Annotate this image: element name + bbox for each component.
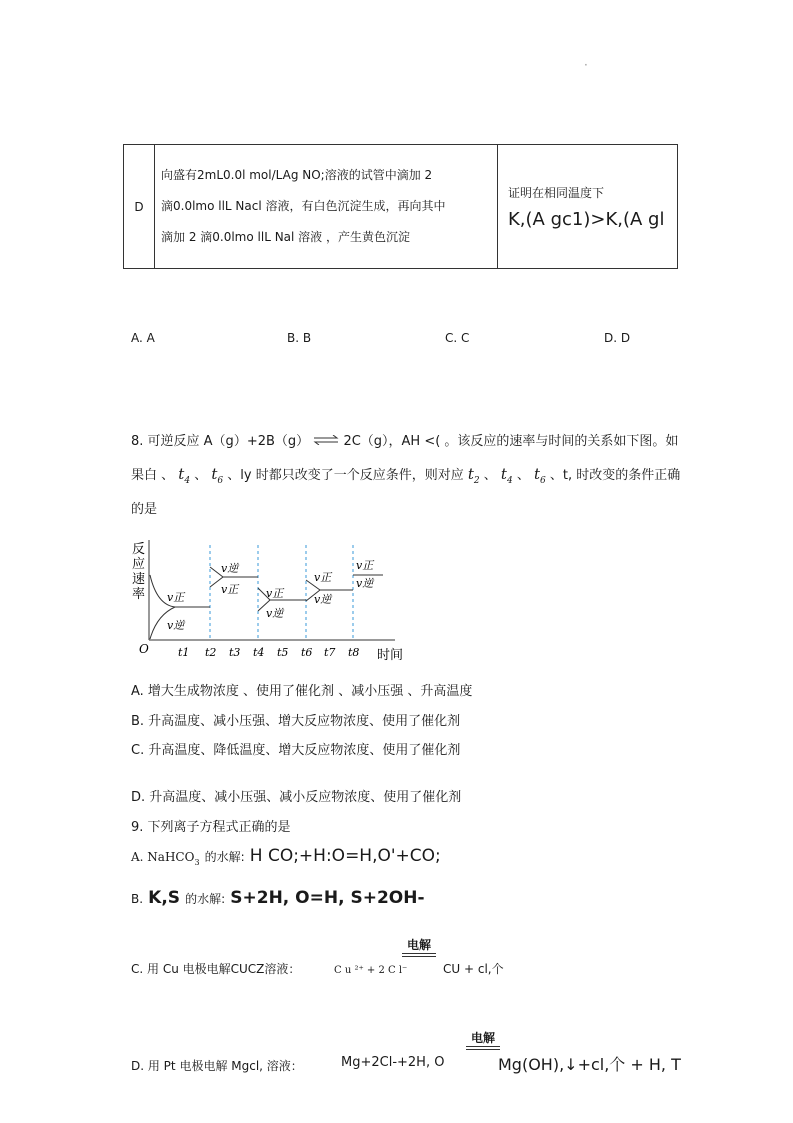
t4-symbol-2: $t_4$: [500, 465, 513, 486]
q9-d-rhs: Mg(OH),↓+cl,个 + H, T: [498, 1055, 681, 1074]
label-v-forward-t8: v正: [356, 559, 374, 572]
procedure-line-2: 滴0.0lmo llL Nacl 溶液，有白色沉淀生成，再向其中: [161, 199, 446, 213]
label-v-forward-t6: v正: [314, 571, 332, 584]
q8-option-c[interactable]: C. 升高温度、降低温度、增大反应物浓度、使用了催化剂: [131, 743, 461, 758]
y-label-3: 速: [132, 572, 146, 587]
q8-option-b[interactable]: B. 升高温度、减小压强、增大反应物浓度、使用了催化剂: [131, 714, 461, 729]
q7-option-c[interactable]: C. C: [445, 331, 470, 345]
q9-d-condition: 电解: [470, 1031, 495, 1045]
q9-title: 9. 下列离子方程式正确的是: [131, 820, 291, 835]
label-v-reverse-t2: v逆: [221, 562, 239, 575]
q9-d-prefix[interactable]: D. 用 Pt 电极电解 Mgcl, 溶液：: [131, 1059, 303, 1073]
q8-option-d[interactable]: D. 升高温度、减小压强、减小反应物浓度、使用了催化剂: [131, 790, 462, 805]
conclusion-line-2: K,(A gc1)>K,(A gl: [508, 208, 665, 230]
experiment-table: [123, 144, 678, 269]
tick-t5: t5: [277, 646, 289, 659]
label-v-reverse-t6: v逆: [314, 593, 332, 606]
q9-d-lhs: Mg+2Cl-+2H, O: [341, 1055, 445, 1070]
label-v-forward-0: v正: [167, 591, 185, 604]
tick-t4: t4: [253, 646, 265, 659]
label-v-forward-t2: v正: [221, 583, 239, 596]
y-label-2: 应: [132, 557, 146, 572]
q8-line-2-a: 果白 、: [131, 468, 175, 483]
label-v-reverse-0: v逆: [167, 619, 185, 632]
separator: 、: [483, 468, 497, 483]
q8-line-3: 的是: [131, 502, 158, 517]
y-label-1: 反: [132, 542, 146, 557]
q8-option-a[interactable]: A. 增大生成物浓度 、使用了催化剂 、减小压强 、升高温度: [131, 684, 473, 699]
q7-option-d[interactable]: D. D: [604, 331, 631, 345]
table-option-label: D: [124, 145, 155, 269]
conclusion-line-1: 证明在相同温度下: [508, 185, 605, 200]
t6-symbol-2: $t_6$: [533, 465, 546, 486]
q8-line-1-b: 2C（g），AH <( 。该反应的速率与时间的关系如下图。如: [343, 434, 679, 449]
tick-t6: t6: [301, 646, 313, 659]
q7-option-a[interactable]: A. A: [131, 331, 155, 345]
t2-symbol: $t_2$: [467, 465, 480, 486]
separator: 、: [194, 468, 208, 483]
electrolysis-condition-c: [402, 936, 436, 957]
q9-a-mid: 的水解:: [204, 850, 245, 864]
procedure-line-3: 滴加 2 滴0.0lmo llL Nal 溶液 ，产生黄色沉淀: [161, 230, 410, 244]
q9-b-equation: S+2H, O=H, S+2OH-: [230, 888, 425, 908]
q9-c-condition: 电解: [406, 938, 431, 952]
q7-option-b[interactable]: B. B: [287, 331, 312, 345]
label-v-forward-t4: v正: [266, 587, 284, 600]
separator: 、: [516, 468, 530, 483]
procedure-line-1: 向盛有2mL0.0l mol/LAg NO;溶液的试管中滴加 2: [161, 168, 433, 182]
tick-t7: t7: [324, 646, 336, 659]
q8-line-2-b: 、ly 时都只改变了一个反应条件，则对应: [227, 468, 464, 483]
double-line: [402, 953, 436, 957]
double-line: [466, 1046, 500, 1050]
tick-t2: t2: [205, 646, 217, 659]
rate-time-chart: [125, 535, 415, 670]
label-v-reverse-t4: v逆: [266, 607, 284, 620]
q9-c-rhs: CU + cl,个: [443, 962, 504, 976]
q8-line-2-c: 、t, 时改变的条件正确: [549, 468, 681, 483]
q9-option-b[interactable]: [131, 888, 425, 908]
q8-line-1: [131, 430, 678, 449]
y-label-4: 率: [132, 587, 146, 602]
tick-t8: t8: [348, 646, 360, 659]
table-conclusion: [498, 145, 678, 269]
origin-label: O: [139, 642, 149, 656]
q9-option-a[interactable]: [131, 846, 441, 867]
q9-c-prefix[interactable]: C. 用 Cu 电极电解CUCZ溶液：: [131, 962, 301, 976]
q9-a-prefix: A. NaHCO: [131, 850, 195, 864]
electrolysis-condition-d: [466, 1029, 500, 1050]
equilibrium-arrow-icon: [313, 434, 339, 449]
x-axis-label: 时间: [377, 648, 404, 663]
q9-b-mid: 的水解:: [185, 892, 226, 906]
corner-mark: ·: [584, 58, 588, 72]
q9-b-formula: K,S: [148, 888, 181, 908]
q9-a-equation: H CO;+H:O=H,O'+CO;: [249, 846, 441, 866]
q9-a-sub: 3: [194, 858, 200, 868]
q8-line-1-a: 8. 可逆反应 A（g）+2B（g）: [131, 434, 310, 449]
label-v-reverse-t8: v逆: [356, 577, 374, 590]
q8-line-2: [131, 464, 680, 486]
q9-c-lhs: C u ²⁺ + 2 C l⁻: [334, 965, 408, 976]
tick-t3: t3: [229, 646, 241, 659]
tick-t1: t1: [178, 646, 190, 659]
q9-b-prefix: B.: [131, 892, 144, 906]
t6-symbol: $t_6$: [211, 465, 224, 486]
table-procedure: [155, 145, 498, 269]
t4-symbol: $t_4$: [178, 465, 191, 486]
